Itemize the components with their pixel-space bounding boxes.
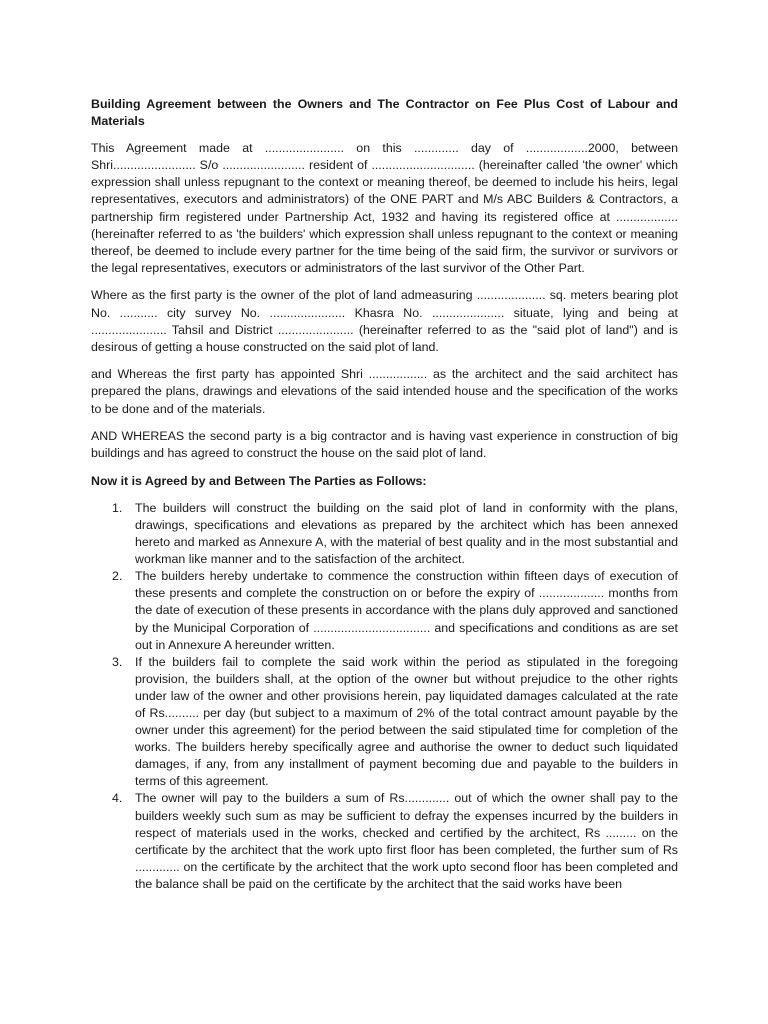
document-title: Building Agreement between the Owners and The Contractor on Fee Plus Cost of Labour and Materials [91, 97, 678, 129]
agreement-preamble-paragraph: This Agreement made at ....................... on this ............. day of ..................2000, between Shri........................ S/o ........................ resident of .............................. (hereinafter called 'the owner' which expression shall unless repugnant to the context or meaning thereof, be deemed to include his heirs, legal representatives, executors and administrators) of the ONE PART and M/s ABC Builders & Contractors, a partnership firm registered under Partnership Act, 1932 and having its registered office at .................. (hereinafter referred to as 'the builders' which expression shall unless repugnant to the context or meaning thereof, be deemed to include every partner for the time being of the said firm, the survivor or survivors or the legal representatives, executors or administrators of the last survivor of the Other Part. [91, 141, 678, 275]
clause-item [91, 790, 678, 893]
clause-number: 4. [112, 791, 123, 806]
clause-text: The builders will construct the building on the said plot of land in conformity with the plans, drawings, specifications and elevations as prepared by the architect which has been annexed hereto and marked as Annexure A, with the material of best quality and in the most substantial and workman like manner and to the satisfaction of the architect. [135, 500, 678, 567]
clause-text: The builders hereby undertake to commence the construction within fifteen days of execution of these presents and complete the construction on or before the expiry of ................... months from the date of execution of these presents in accordance with the plans duly approved and sanctioned by the Municipal Corporation of .................................. and specifications and conditions as are set out in Annexure A hereunder written. [135, 569, 678, 652]
whereas-plot-paragraph: Where as the first party is the owner of the plot of land admeasuring .................... sq. meters bearing plot No. ........... city survey No. ...................... Khasra No. ..................... situate, lying and being at ...................... Tahsil and District ...................... (hereinafter referred to as the "said plot of land") and is desirous of getting a house constructed on the said plot of land. [91, 288, 678, 354]
whereas-architect-paragraph: and Whereas the first party has appointed Shri ................. as the architect and the said architect has prepared the plans, drawings and elevations of the said intended house and the specification of the works to be done and of the materials. [91, 367, 678, 416]
clause-text: The owner will pay to the builders a sum of Rs............. out of which the owner shall pay to the builders weekly such sum as may be sufficient to defray the expenses incurred by the builders in respect of materials used in the works, checked and certified by the architect, Rs ......... on the certificate by the architect that the work upto first floor has been completed, the further sum of Rs ............. on the certificate by the architect that the work upto second floor has been completed and the balance shall be paid on the certificate by the architect that the said works have been [135, 791, 678, 891]
clause-item [91, 568, 678, 653]
clause-number: 3. [112, 654, 123, 669]
clause-text: If the builders fail to complete the said work within the period as stipulated in the foregoing provision, the builders shall, at the option of the owner but without prejudice to the other rights under law of the owner and other provisions herein, pay liquidated damages calculated at the rate of Rs.......... per day (but subject to a maximum of 2% of the total contract amount payable by the owner under this agreement) for the period between the said stipulated time for completion of the works. The builders hereby specifically agree and authorise the owner to deduct such liquidated damages, if any, from any installment of payment becoming due and payable to the builders in terms of this agreement. [135, 654, 678, 789]
clause-number: 1. [112, 500, 123, 515]
clause-item [91, 654, 678, 791]
document-page [91, 96, 678, 893]
clause-item [91, 500, 678, 568]
clause-list [91, 500, 678, 893]
agreement-terms-heading: Now it is Agreed by and Between The Parties as Follows: [91, 473, 427, 488]
whereas-contractor-paragraph: AND WHEREAS the second party is a big contractor and is having vast experience in construction of big buildings and has agreed to construct the house on the said plot of land. [91, 429, 678, 461]
clause-number: 2. [112, 569, 123, 584]
